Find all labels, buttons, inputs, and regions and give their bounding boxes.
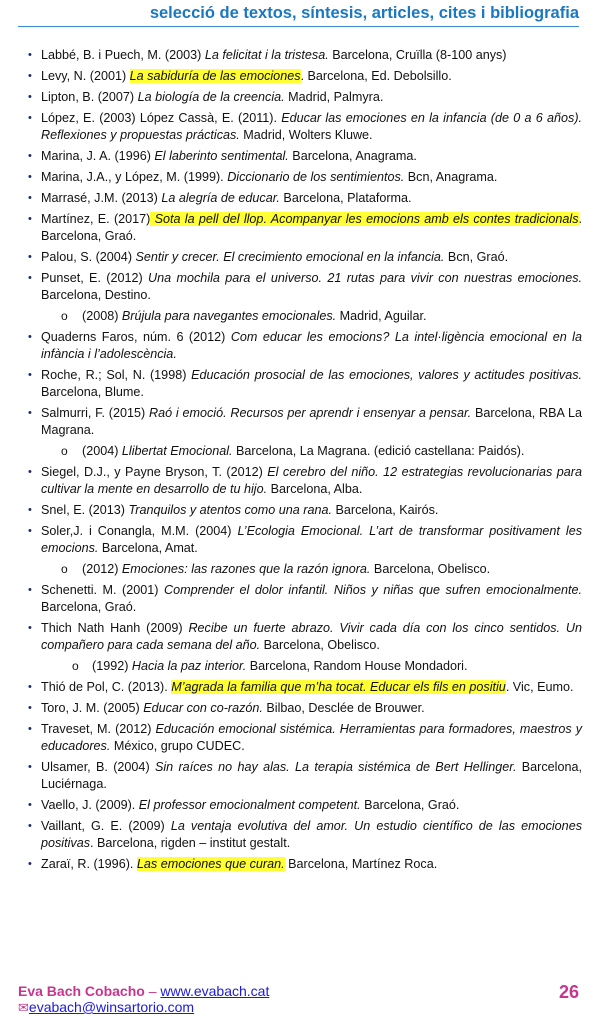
bullet-icon: • bbox=[28, 466, 32, 478]
bullet-icon: • bbox=[28, 192, 32, 204]
entry-text: Barcelona, Destino. bbox=[41, 288, 151, 302]
entry-text: Barcelona, RBA La Magrana. bbox=[41, 406, 583, 437]
entry-title: Comprender el dolor infantil. Niños y niñas que sufren emocionalmente. bbox=[164, 583, 582, 597]
bullet-icon: • bbox=[28, 681, 32, 693]
entry-text: Barcelona, Random House Mondadori. bbox=[246, 659, 468, 673]
bullet-icon: • bbox=[28, 702, 32, 714]
bullet-icon: • bbox=[28, 112, 32, 124]
bullet-icon: • bbox=[28, 213, 32, 225]
entry-title: Raó i emoció. Recursos per aprendr i ensenyar a pensar. bbox=[149, 406, 472, 420]
entry-text: Quaderns Faros, núm. 6 (2012) bbox=[41, 330, 231, 344]
bibliography-entry bbox=[0, 308, 605, 325]
entry-text: López, E. (2003) López Cassà, E. (2011). bbox=[41, 111, 282, 125]
bibliography-entry bbox=[0, 367, 605, 401]
bibliography-entry bbox=[0, 523, 605, 557]
entry-text: Thió de Pol, C. (2013). bbox=[41, 680, 172, 694]
page-header: selecció de textos, síntesis, articles, cites i bibliografia bbox=[18, 4, 579, 27]
entry-text: (2012) bbox=[82, 562, 122, 576]
page-number: 26 bbox=[558, 982, 579, 1002]
entry-title: Educación emocional sistémica. Herramientas para formadores, maestros y educadores. bbox=[41, 722, 582, 753]
bibliography-entry bbox=[0, 169, 605, 186]
entry-text: Punset, E. (2012) bbox=[41, 271, 149, 285]
footer-dash: – bbox=[144, 983, 161, 999]
entry-text: Bilbao, Desclée de Brouwer. bbox=[262, 701, 425, 715]
bullet-icon: • bbox=[28, 799, 32, 811]
entry-title: Las emociones que curan. bbox=[136, 857, 285, 871]
entry-text: Barcelona, Alba. bbox=[267, 482, 363, 496]
bibliography-entry bbox=[0, 700, 605, 717]
bullet-icon: • bbox=[28, 761, 32, 773]
bullet-icon: • bbox=[28, 70, 32, 82]
entry-text: (2008) bbox=[82, 309, 122, 323]
bullet-icon: • bbox=[28, 272, 32, 284]
bibliography-entry bbox=[0, 759, 605, 793]
page-footer bbox=[18, 983, 269, 1016]
bullet-icon: • bbox=[28, 251, 32, 263]
bibliography-entry bbox=[0, 270, 605, 304]
entry-title: Recibe un fuerte abrazo. Vivir cada día con los cinco sentidos. Un compañero para cada semana del año. bbox=[41, 621, 582, 652]
bullet-icon: • bbox=[28, 369, 32, 381]
entry-text: Barcelona, Amat. bbox=[98, 541, 198, 555]
bibliography-entry bbox=[0, 797, 605, 814]
entry-text: Barcelona, Blume. bbox=[41, 385, 144, 399]
bibliography-entry bbox=[0, 620, 605, 654]
bibliography-entry bbox=[0, 148, 605, 165]
entry-title: Brújula para navegantes emocionales. bbox=[121, 309, 337, 323]
entry-text: Barcelona, Obelisco. bbox=[260, 638, 380, 652]
entry-text: Martínez, E. (2017) bbox=[41, 212, 151, 226]
bibliography-entry bbox=[0, 89, 605, 106]
entry-text: Salmurri, F. (2015) bbox=[41, 406, 149, 420]
entry-text: Ulsamer, B. (2004) bbox=[41, 760, 155, 774]
entry-text: . Barcelona, Ed. Debolsillo. bbox=[300, 69, 452, 83]
entry-text: (2004) bbox=[82, 444, 122, 458]
entry-title: Sota la pell del llop. Acompanyar les emocions amb els contes tradicionals bbox=[150, 212, 579, 226]
bibliography-entry bbox=[0, 679, 605, 696]
entry-title: Llibertat Emocional. bbox=[121, 444, 233, 458]
entry-text: Marina, J. A. (1996) bbox=[41, 149, 155, 163]
entry-text: Barcelona, Luciérnaga. bbox=[41, 760, 582, 791]
envelope-icon: ✉ bbox=[18, 1000, 29, 1015]
entry-title: Una mochila para el universo. 21 rutas para vivir con nuestras emociones. bbox=[148, 271, 582, 285]
entry-text: Barcelona, Graó. bbox=[360, 798, 460, 812]
entry-title: L’Ecologia Emocional. L’art de transformar positivament les emocions. bbox=[41, 524, 583, 555]
entry-text: Barcelona, Obelisco. bbox=[370, 562, 491, 576]
entry-text: Thich Nath Hanh (2009) bbox=[41, 621, 189, 635]
bullet-icon: • bbox=[28, 584, 32, 596]
bullet-icon: • bbox=[28, 525, 32, 537]
entry-text: Barcelona, Cruïlla (8-100 anys) bbox=[328, 48, 507, 62]
entry-title: Educación prosocial de las emociones, valores y actitudes positivas. bbox=[191, 368, 582, 382]
entry-text: Labbé, B. i Puech, M. (2003) bbox=[41, 48, 205, 62]
entry-text: Siegel, D.J., y Payne Bryson, T. (2012) bbox=[41, 465, 268, 479]
bibliography-entry bbox=[0, 405, 605, 439]
entry-text: Barcelona, Plataforma. bbox=[279, 191, 412, 205]
entry-text: Bcn, Anagrama. bbox=[404, 170, 498, 184]
entry-text: Marrasé, J.M. (2013) bbox=[41, 191, 162, 205]
entry-title: El laberinto sentimental. bbox=[154, 149, 289, 163]
entry-text: Barcelona, Martínez Roca. bbox=[284, 857, 438, 871]
email-link[interactable]: evabach@winsartorio.com bbox=[28, 999, 195, 1015]
bibliography-entry bbox=[0, 502, 605, 519]
entry-title: Hacia la paz interior. bbox=[131, 659, 247, 673]
entry-title: M’agrada la familia que m’ha tocat. Educar els fils en positiu bbox=[171, 680, 506, 694]
entry-title: Com educar les emocions? La intel·ligència emocional en la infància i l’adolescència. bbox=[41, 330, 582, 361]
entry-title: El cerebro del niño. 12 estrategias revolucionarias para cultivar la mente en desarrollo de tu hijo. bbox=[41, 465, 582, 496]
entry-text: Snel, E. (2013) bbox=[41, 503, 129, 517]
bibliography-list bbox=[0, 47, 605, 877]
bullet-icon: • bbox=[28, 820, 32, 832]
entry-text: Soler,J. i Conangla, M.M. (2004) bbox=[41, 524, 238, 538]
bibliography-entry bbox=[0, 68, 605, 85]
bibliography-entry bbox=[0, 582, 605, 616]
entry-text: . Barcelona, rigden – institut gestalt. bbox=[90, 836, 291, 850]
entry-text: Madrid, Aguilar. bbox=[336, 309, 427, 323]
bibliography-entry bbox=[0, 249, 605, 266]
entry-text: Madrid, Palmyra. bbox=[284, 90, 384, 104]
entry-title: Tranquilos y atentos como una rana. bbox=[128, 503, 332, 517]
sub-bullet-icon: o bbox=[72, 659, 79, 673]
entry-title: El professor emocionalment competent. bbox=[138, 798, 361, 812]
entry-title: Sentir y crecer. El crecimiento emocional en la infancia. bbox=[135, 250, 445, 264]
entry-text: Barcelona, Anagrama. bbox=[288, 149, 417, 163]
entry-text: Barcelona, Graó. bbox=[41, 600, 137, 614]
entry-text: Lipton, B. (2007) bbox=[41, 90, 138, 104]
entry-title: La ventaja evolutiva del amor. Un estudio científico de las emociones positivas bbox=[41, 819, 582, 850]
bibliography-entry bbox=[0, 658, 605, 675]
entry-text: Zaraï, R. (1996). bbox=[41, 857, 137, 871]
entry-text: (1992) bbox=[92, 659, 132, 673]
sub-bullet-icon: o bbox=[61, 444, 68, 458]
bullet-icon: • bbox=[28, 858, 32, 870]
sub-bullet-icon: o bbox=[61, 562, 68, 576]
bullet-icon: • bbox=[28, 91, 32, 103]
entry-title: Diccionario de los sentimientos. bbox=[227, 170, 405, 184]
author-name: Eva Bach Cobacho bbox=[18, 983, 145, 999]
website-link[interactable]: www.evabach.cat bbox=[160, 983, 270, 999]
bibliography-entry bbox=[0, 443, 605, 460]
bibliography-entry bbox=[0, 561, 605, 578]
bibliography-entry bbox=[0, 464, 605, 498]
bibliography-entry bbox=[0, 856, 605, 873]
bibliography-entry bbox=[0, 110, 605, 144]
entry-text: Barcelona, La Magrana. (edició castellana: Paidós). bbox=[232, 444, 525, 458]
entry-title: Educar con co-razón. bbox=[143, 701, 263, 715]
entry-text: . Vic, Eumo. bbox=[505, 680, 574, 694]
entry-title: La felicitat i la tristesa. bbox=[204, 48, 329, 62]
entry-text: Palou, S. (2004) bbox=[41, 250, 136, 264]
bullet-icon: • bbox=[28, 622, 32, 634]
bibliography-entry bbox=[0, 211, 605, 245]
bullet-icon: • bbox=[28, 49, 32, 61]
entry-text: Vaello, J. (2009). bbox=[41, 798, 139, 812]
entry-text: Vaillant, G. E. (2009) bbox=[41, 819, 171, 833]
sub-bullet-icon: o bbox=[61, 309, 68, 323]
entry-title: Emociones: las razones que la razón ignora. bbox=[121, 562, 371, 576]
entry-title: La sabiduría de las emociones bbox=[129, 69, 301, 83]
bibliography-entry bbox=[0, 329, 605, 363]
entry-title: Educar las emociones en la infancia (de 0 a 6 años). Reflexiones y propuestas prácticas. bbox=[41, 111, 583, 142]
entry-text: Roche, R.; Sol, N. (1998) bbox=[41, 368, 192, 382]
entry-text: Bcn, Graó. bbox=[444, 250, 509, 264]
bibliography-entry bbox=[0, 47, 605, 64]
bibliography-entry bbox=[0, 721, 605, 755]
bullet-icon: • bbox=[28, 171, 32, 183]
bullet-icon: • bbox=[28, 407, 32, 419]
entry-text: Marina, J.A., y López, M. (1999). bbox=[41, 170, 228, 184]
entry-text: Traveset, M. (2012) bbox=[41, 722, 156, 736]
entry-title: Sin raíces no hay alas. La terapia sistémica de Bert Hellinger. bbox=[154, 760, 517, 774]
bullet-icon: • bbox=[28, 723, 32, 735]
entry-text: Levy, N. (2001) bbox=[41, 69, 130, 83]
entry-text: Schenetti. M. (2001) bbox=[41, 583, 164, 597]
entry-text: Madrid, Wolters Kluwe. bbox=[239, 128, 373, 142]
entry-text: México, grupo CUDEC. bbox=[110, 739, 245, 753]
entry-text: Barcelona, Kairós. bbox=[332, 503, 439, 517]
bullet-icon: • bbox=[28, 331, 32, 343]
entry-title: La biología de la creencia. bbox=[137, 90, 285, 104]
bullet-icon: • bbox=[28, 150, 32, 162]
bibliography-entry bbox=[0, 190, 605, 207]
entry-text: Toro, J. M. (2005) bbox=[41, 701, 144, 715]
entry-text: . Barcelona, Graó. bbox=[41, 212, 582, 243]
bibliography-entry bbox=[0, 818, 605, 852]
entry-title: La alegría de educar. bbox=[161, 191, 280, 205]
bullet-icon: • bbox=[28, 504, 32, 516]
